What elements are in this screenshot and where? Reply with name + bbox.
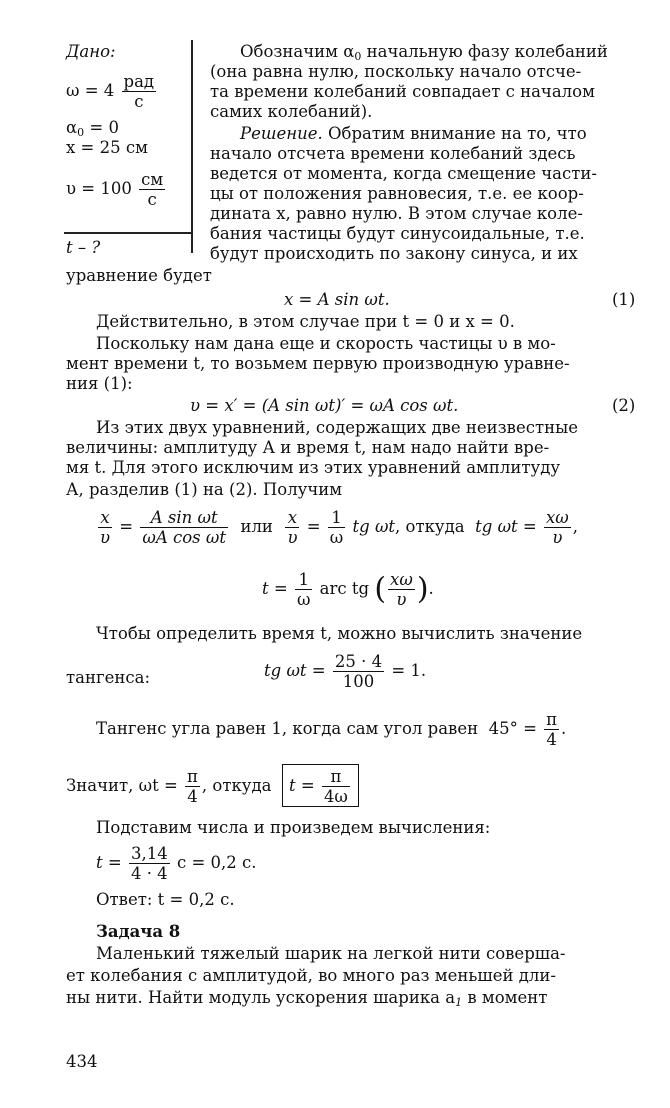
text5-num: π	[546, 710, 558, 729]
task-line-1: Маленький тяжелый шарик на легкой нити соверша-	[96, 944, 566, 963]
eq3-f4-num: 1	[328, 508, 345, 528]
text3-line-3: мя t. Для этого исключим из этих уравнений амплитуду	[66, 458, 561, 477]
eq3-frac-1	[98, 508, 112, 547]
equation-6	[96, 844, 256, 883]
eq5-frac	[333, 652, 384, 691]
given-v	[66, 170, 167, 209]
box-t: t =	[288, 776, 315, 795]
eq5-lhs: tg ωt =	[264, 661, 326, 680]
eq6-frac	[129, 844, 170, 883]
eq3-or: или	[240, 517, 273, 536]
eq3-f1-den: υ	[100, 528, 111, 547]
eq3-f5-den: υ	[552, 528, 563, 547]
eq4-arc: arc tg	[319, 579, 370, 598]
eq4-inner-den: υ	[396, 590, 407, 609]
eq3-f5-num: xω	[545, 508, 569, 527]
given-find: t – ?	[66, 238, 101, 257]
given-v-unit	[139, 170, 165, 209]
eq5-rhs: = 1.	[391, 661, 427, 680]
eq4-dot: .	[428, 579, 434, 598]
eq5-den: 100	[342, 672, 375, 691]
given-x: x = 25 см	[66, 138, 148, 157]
solution-line-1	[240, 124, 587, 144]
equation-5	[264, 652, 426, 691]
eq3-f2-den: ωA cos ωt	[142, 528, 226, 547]
text3-line-2: величины: амплитуду А и время t, нам надо найти вре-	[66, 438, 550, 457]
eq4-inner-num: xω	[390, 570, 413, 589]
eq3-equals-1: =	[119, 517, 134, 536]
text6-pre: Значит, ωt =	[66, 776, 178, 795]
given-v-unit-den: с	[147, 190, 157, 209]
intro-l1-post: начальную фазу колебаний	[361, 42, 608, 61]
eq3-f4-den: ω	[329, 528, 344, 547]
equation-1: x = A sin ωt.	[284, 290, 390, 309]
eq3-tg2: tg ωt =	[475, 517, 537, 536]
eq3-whence: , откуда	[395, 517, 465, 536]
page-number: 434	[66, 1052, 98, 1071]
eq6-den: 4 · 4	[130, 864, 168, 883]
eq5-num: 25 · 4	[334, 652, 383, 671]
given-omega-unit	[122, 72, 157, 111]
eq4-inner-frac	[388, 570, 415, 609]
eq4-frac	[295, 570, 312, 609]
eq4-t: t =	[262, 579, 288, 598]
text4-line-1: Чтобы определить время t, можно вычислить значение	[96, 624, 583, 643]
eq6-rhs: с = 0,2 с.	[176, 853, 257, 872]
eq3-equals-2: =	[306, 517, 321, 536]
text2-line-1: Действительно, в этом случае при t = 0 и x = 0.	[96, 312, 515, 331]
intro-line-4: самих колебаний).	[210, 102, 373, 121]
eq4-f-num: 1	[295, 570, 312, 590]
given-alpha-sub: 0	[77, 126, 85, 139]
given-alpha-val: = 0	[84, 118, 119, 137]
task-line-3	[66, 988, 547, 1013]
equation-3	[96, 508, 578, 547]
text5-dot: .	[561, 719, 567, 738]
box-num: π	[322, 767, 350, 787]
equation-2-number: (2)	[612, 396, 636, 415]
given-header: Дано:	[66, 42, 116, 61]
eq6-t: t =	[96, 853, 122, 872]
given-omega-lhs: ω = 4	[66, 81, 115, 100]
given-v-unit-num: см	[141, 170, 164, 189]
eq6-num: 3,14	[130, 844, 168, 863]
text5-deg: 45° =	[488, 719, 537, 738]
text6-num: π	[187, 767, 198, 786]
given-omega-unit-den: с	[134, 92, 144, 111]
given-divider-horizontal	[64, 232, 192, 234]
solution-line-4: цы от положения равновесия, т.е. ее коор-	[210, 184, 584, 203]
text5-den: 4	[546, 730, 557, 749]
solution-label: Решение.	[240, 124, 323, 143]
task-line-2: ет колебания с амплитудой, во много раз меньшей дли-	[66, 966, 556, 985]
text5-l1: Тангенс угла равен 1, когда сам угол равен	[96, 719, 479, 738]
equation-1-number: (1)	[612, 290, 636, 309]
eq3-tg: tg ωt	[352, 517, 396, 536]
solution-line-8: уравнение будет	[66, 266, 212, 285]
text4-line-2: тангенса:	[66, 668, 151, 687]
box-frac	[322, 767, 350, 806]
text2-line-4: ния (1):	[66, 374, 133, 393]
eq3-frac-4	[328, 508, 345, 547]
intro-line-3: та времени колебаний совпадает с началом	[210, 82, 595, 101]
text6-frac	[185, 767, 200, 806]
text6-den: 4	[187, 787, 198, 806]
given-v-lhs: υ = 100	[66, 179, 132, 198]
intro-l1-sub: 0	[354, 50, 362, 63]
eq3-f1-num: x	[98, 508, 112, 528]
text5-frac	[544, 710, 559, 749]
eq4-right-paren: )	[416, 571, 429, 607]
task-title: Задача 8	[96, 922, 181, 941]
solution-line-3: ведется от момента, когда смещение части-	[210, 164, 597, 183]
eq3-frac-3	[285, 508, 299, 547]
eq3-frac-5	[544, 508, 571, 547]
eq3-frac-2	[140, 508, 228, 547]
text7: Подставим числа и произведем вычисления:	[96, 818, 491, 837]
eq4-f-den: ω	[296, 590, 311, 609]
given-alpha-sym: α	[66, 118, 78, 137]
text3-line-4: А, разделив (1) на (2). Получим	[66, 480, 343, 499]
eq4-left-paren: (	[374, 571, 387, 607]
given-omega-unit-num: рад	[123, 72, 155, 91]
solution-line-7: будут происходить по закону синуса, и их	[210, 244, 578, 263]
given-divider-vertical	[191, 40, 193, 253]
solution-l1-text: Обратим внимание на то, что	[322, 124, 587, 143]
intro-line-2: (она равна нулю, поскольку начало отсче-	[210, 62, 582, 81]
given-omega	[66, 72, 158, 111]
solution-line-6: бания частицы будут синусоидальные, т.е.	[210, 224, 585, 243]
text6-mid: , откуда	[201, 776, 272, 795]
task-l3-sub: 1	[455, 996, 463, 1009]
box-den: 4ω	[323, 787, 348, 806]
text2-line-3: мент времени t, то возьмем первую производную уравне-	[66, 354, 570, 373]
task-l3-post: в момент	[462, 988, 548, 1007]
equation-4	[262, 570, 434, 609]
answer-box	[282, 764, 359, 807]
answer-line: Ответ: t = 0,2 с.	[96, 890, 235, 909]
text5	[96, 710, 566, 749]
eq3-f2-num: A sin ωt	[140, 508, 228, 528]
eq3-f3-den: υ	[287, 528, 298, 547]
eq3-comma: ,	[572, 517, 578, 536]
text6	[66, 764, 359, 807]
eq3-f3-num: x	[285, 508, 299, 528]
text2-line-2: Поскольку нам дана еще и скорость частицы υ в мо-	[96, 334, 556, 353]
solution-line-2: начало отсчета времени колебаний здесь	[210, 144, 576, 163]
equation-2: υ = x′ = (A sin ωt)′ = ωA cos ωt.	[190, 396, 459, 415]
task-l3-text: ны нити. Найти модуль ускорения шарика a	[66, 988, 456, 1007]
solution-line-5: дината x, равно нулю. В этом случае коле-	[210, 204, 583, 223]
text3-line-1: Из этих двух уравнений, содержащих две неизвестные	[96, 418, 578, 437]
intro-l1-pre: Обозначим α	[240, 42, 355, 61]
